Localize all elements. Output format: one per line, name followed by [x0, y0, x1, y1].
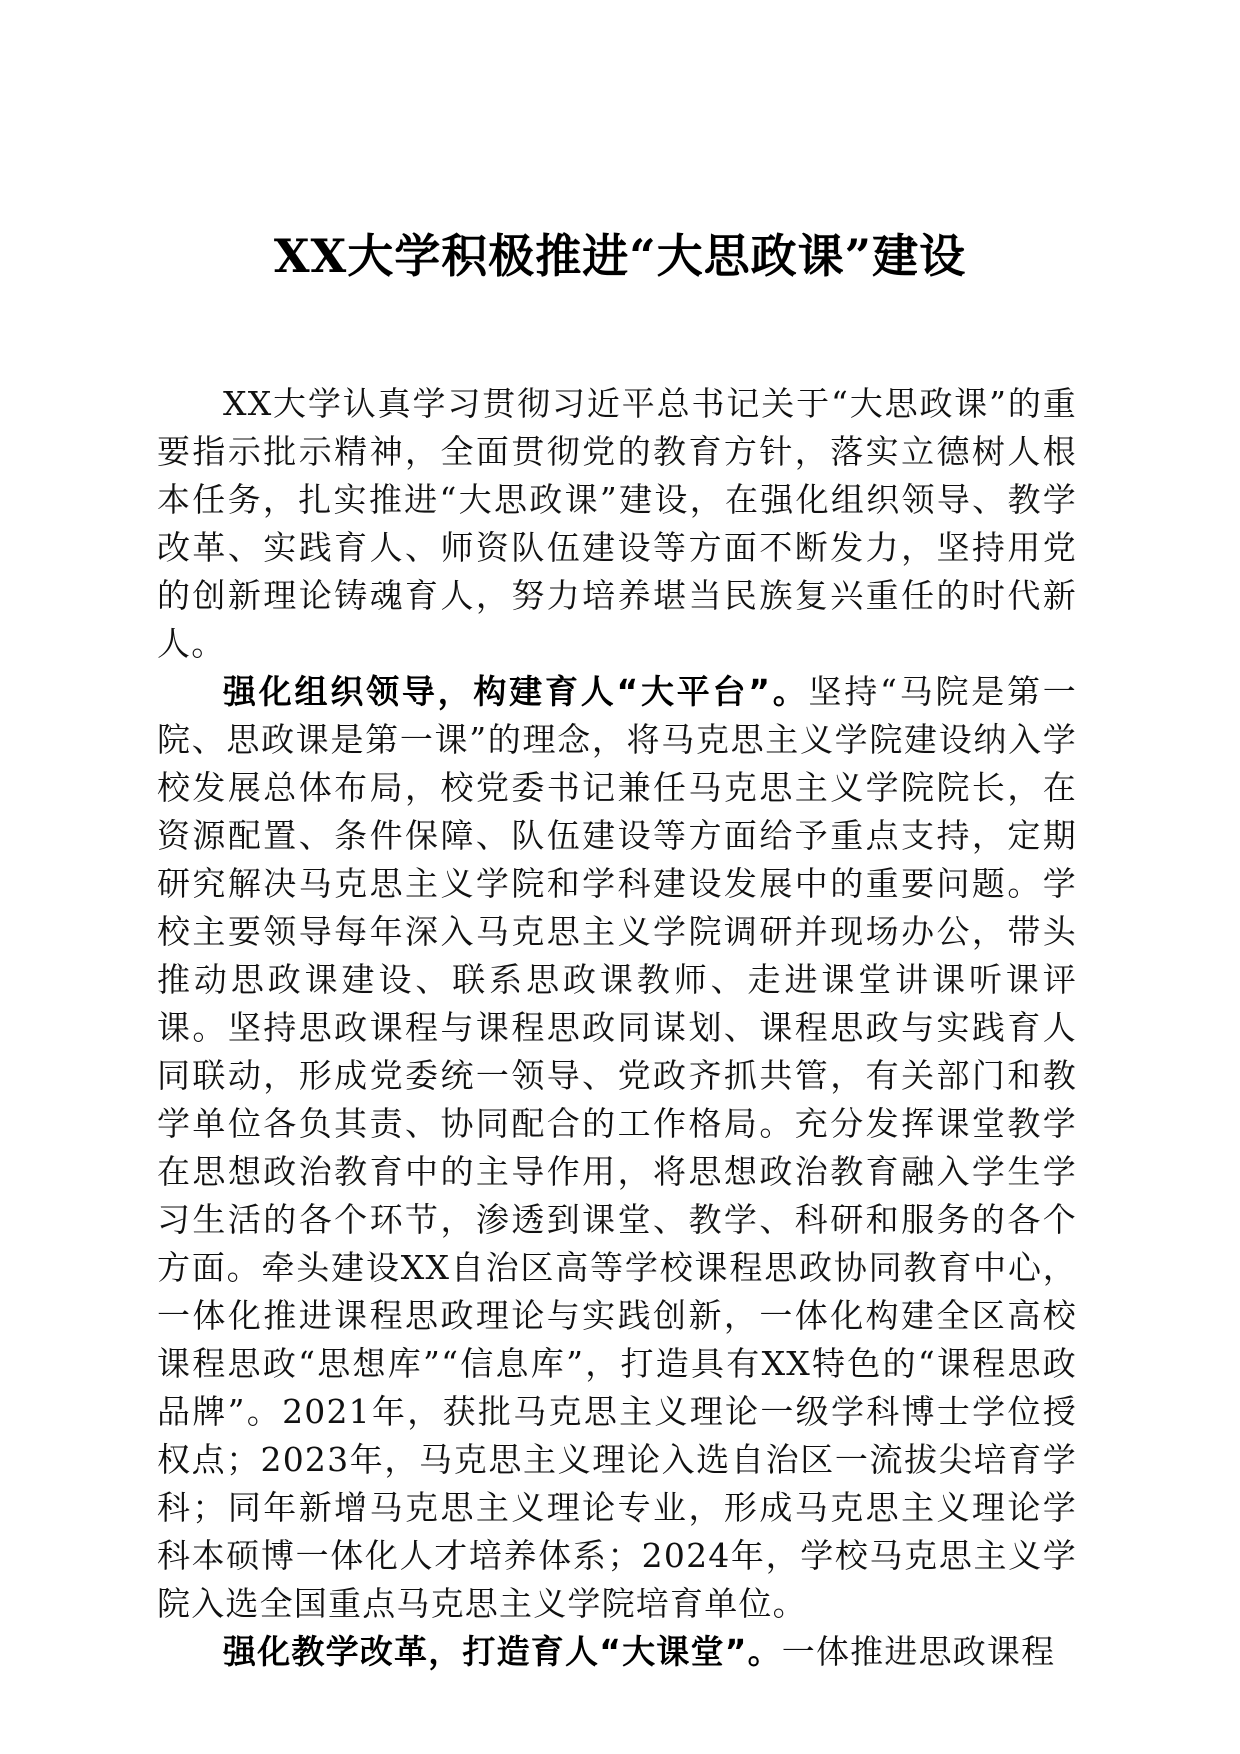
paragraph-teaching-reform — [157, 1628, 1077, 1676]
document-body — [157, 380, 1077, 1676]
paragraph-text: 坚持“马院是第一院、思政课是第一课”的理念，将马克思主义学院建设纳入学校发展总体布局，校党委书记兼任马克思主义学院院长，在资源配置、条件保障、队伍建设等方面给予重点支持，定期研究解决马克思主义学院和学科建设发展中的重要问题。学校主要领导每年深入马克思主义学院调研并现场办公，带头推动思政课建设、联系思政课教师、走进课堂讲课听课评课。坚持思政课程与课程思政同谋划、课程思政与实践育人同联动，形成党委统一领导、党政齐抓共管，有关部门和教学单位各负其责、协同配合的工作格局。充分发挥课堂教学在思想政治教育中的主导作用，将思想政治教育融入学生学习生活的各个环节，渗透到课堂、教学、科研和服务的各个方面。牵头建设XX自治区高等学校课程思政协同教育中心，一体化推进课程思政理论与实践创新，一体化构建全区高校课程思政“思想库”“信息库”，打造具有XX特色的“课程思政品牌”。2021年，获批马克思主义理论一级学科博士学位授权点；2023年，马克思主义理论入选自治区一流拔尖培育学科；同年新增马克思主义理论专业，形成马克思主义理论学科本硕博一体化人才培养体系；2024年，学校马克思主义学院入选全国重点马克思主义学院培育单位。 — [157, 672, 1077, 1623]
document-title: XX大学积极推进“大思政课”建设 — [273, 229, 967, 283]
paragraph-text: 一体推进思政课程 — [781, 1632, 1056, 1671]
paragraph-lead: 强化组织领导，构建育人“大平台”。 — [223, 672, 809, 711]
paragraph-organization — [157, 668, 1077, 1628]
paragraph-lead: 强化教学改革，打造育人“大课堂”。 — [223, 1632, 782, 1671]
paragraph-text: XX大学认真学习贯彻习近平总书记关于“大思政课”的重要指示批示精神，全面贯彻党的教育方针，落实立德树人根本任务，扎实推进“大思政课”建设，在强化组织领导、教学改革、实践育人、师资队伍建设等方面不断发力，坚持用党的创新理论铸魂育人，努力培养堪当民族复兴重任的时代新人。 — [157, 384, 1077, 663]
paragraph-intro — [157, 380, 1077, 668]
